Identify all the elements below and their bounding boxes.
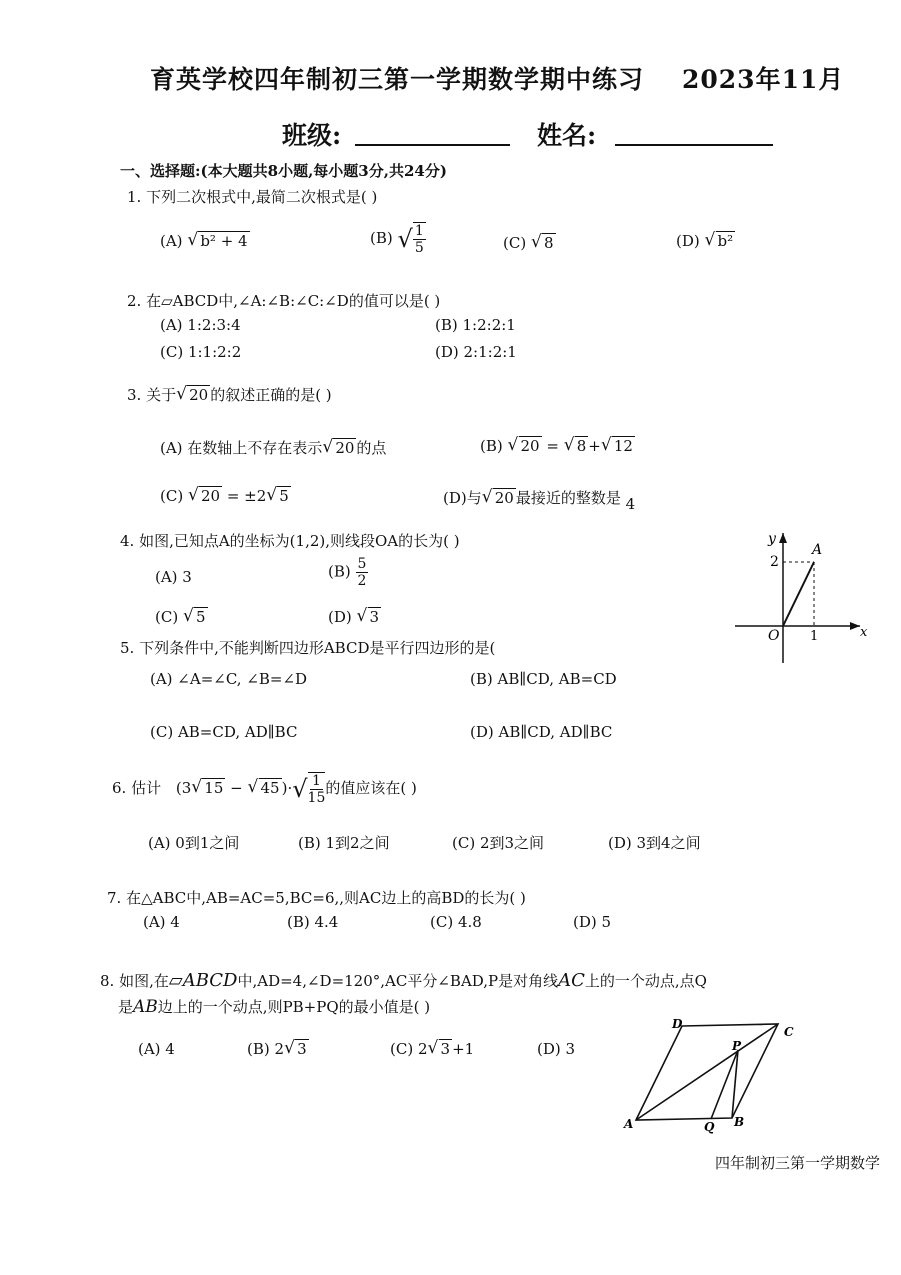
q8-option-d[interactable]: (D) 3 — [537, 1040, 576, 1058]
q4-option-d[interactable]: (D) √ 3 — [328, 608, 381, 626]
y-axis-arrow — [779, 533, 787, 543]
q1-b-numerator: 1 — [414, 223, 424, 239]
q1-option-b[interactable]: (B) √ $\frac{1}{5}$ — [370, 223, 424, 256]
y-label: y — [768, 531, 776, 547]
q1-option-c[interactable] — [503, 234, 556, 252]
q6-option-d[interactable]: (D) 3到4之间 — [608, 834, 701, 852]
question-6-stem: 6. 估计 (3√ 15 − √ 45 )·√ $\frac{1}{15}$ 的值应该在( ) — [112, 772, 417, 806]
tick-two-label: 2 — [770, 554, 779, 570]
vertex-c-label: C — [784, 1025, 794, 1039]
q5-option-c[interactable]: (C) AB=CD, AD∥BC — [150, 723, 298, 741]
q8-option-b[interactable]: (B) 2√ 3 — [247, 1040, 309, 1058]
q1-a-label: (A) — [160, 232, 183, 250]
q4-option-b[interactable]: (B) $\frac{5}{2}$ — [328, 556, 367, 589]
class-label: 班级: — [282, 121, 342, 150]
section-heading: 一、选择题:(本大题共8小题,每小题3分,共24分) — [120, 162, 447, 180]
q3-option-b[interactable]: (B) √ 20 = √ 8 +√ 12 — [480, 437, 635, 455]
vertex-a-label: A — [624, 1117, 634, 1131]
x-label: x — [860, 625, 868, 640]
q8-parallelogram-figure — [620, 1010, 810, 1135]
exam-date: 2023年11月 — [682, 65, 845, 94]
q6-option-b[interactable]: (B) 1到2之间 — [298, 834, 390, 852]
q6-option-c[interactable]: (C) 2到3之间 — [452, 834, 545, 852]
name-field[interactable] — [615, 122, 773, 146]
q7-option-c[interactable]: (C) 4.8 — [430, 913, 482, 931]
question-3-stem: 3. 关于√ 20 的叙述正确的是( ) — [127, 384, 332, 405]
q8-option-c[interactable]: (C) 2√ 3 +1 — [390, 1040, 474, 1058]
q7-option-d[interactable]: (D) 5 — [573, 913, 612, 931]
q3-option-c[interactable]: (C) √ 20 = ±2√ 5 — [160, 487, 291, 505]
q1-c-radical: √ 8 — [531, 234, 556, 252]
tick-one-label: 1 — [810, 629, 819, 644]
question-4-stem: 4. 如图,已知点A的坐标为(1,2),则线段OA的长为( ) — [120, 532, 460, 550]
q1-c-label: (C) — [503, 234, 527, 252]
q1-option-a[interactable] — [160, 232, 250, 250]
q1-b-label: (B) — [370, 229, 393, 247]
q5-option-a[interactable]: (A) ∠A=∠C, ∠B=∠D — [150, 670, 308, 688]
q4-option-c[interactable]: (C) √ 5 — [155, 608, 208, 626]
question-8-stem-line1: 8. 如图,在▱ABCD中,AD=4,∠D=120°,AC平分∠BAD,P是对角线AC上的一个动点,点Q — [100, 970, 707, 991]
q3-option-a[interactable]: (A) 在数轴上不存在表示√ 20 的点 — [160, 437, 386, 458]
q7-option-b[interactable]: (B) 4.4 — [287, 913, 339, 931]
footer-text: 四年制初三第一学期数学 — [715, 1154, 881, 1172]
q8-option-a[interactable]: (A) 4 — [138, 1040, 175, 1058]
q1-d-label: (D) — [676, 232, 700, 250]
q2-option-a[interactable]: (A) 1:2:3:4 — [160, 316, 241, 334]
q1-b-denominator: 5 — [414, 240, 424, 256]
q4-coordinate-figure — [730, 528, 870, 668]
class-field[interactable] — [355, 122, 510, 146]
name-label: 姓名: — [537, 121, 597, 150]
q1-option-d[interactable] — [676, 232, 735, 250]
vertex-d-label: D — [672, 1017, 683, 1031]
point-q-label: Q — [704, 1120, 715, 1134]
q4-option-a[interactable]: (A) 3 — [155, 568, 192, 586]
q1-a-radical: √ b² + 4 — [187, 232, 249, 250]
point-a-label: A — [812, 542, 823, 558]
point-p-label: P — [732, 1039, 742, 1053]
origin-label: O — [768, 628, 780, 644]
diagonal-ac — [636, 1024, 778, 1120]
q5-option-d[interactable]: (D) AB∥CD, AD∥BC — [470, 723, 613, 741]
q2-option-c[interactable]: (C) 1:1:2:2 — [160, 343, 242, 361]
question-5-stem: 5. 下列条件中,不能判断四边形ABCD是平行四边形的是( — [120, 639, 496, 657]
x-axis-arrow — [850, 622, 860, 630]
q5-option-b[interactable]: (B) AB∥CD, AB=CD — [470, 670, 617, 688]
q6-option-a[interactable]: (A) 0到1之间 — [148, 834, 240, 852]
question-7-stem: 7. 在△ABC中,AB=AC=5,BC=6,,则AC边上的高BD的长为( ) — [107, 889, 526, 907]
q7-option-a[interactable]: (A) 4 — [143, 913, 180, 931]
question-1-stem: 1. 下列二次根式中,最简二次根式是( ) — [127, 188, 378, 206]
segment-oa — [783, 562, 814, 626]
page-title: 育英学校四年制初三第一学期数学期中练习 — [150, 65, 645, 94]
q3-option-d[interactable]: (D)与√ 20 最接近的整数是 4 — [443, 487, 635, 508]
vertex-b-label: B — [734, 1115, 745, 1129]
q1-d-radical: √ b² — [705, 232, 736, 250]
q2-option-b[interactable]: (B) 1:2:2:1 — [435, 316, 516, 334]
question-8-stem-line2: 是AB边上的一个动点,则PB+PQ的最小值是( ) — [118, 997, 431, 1017]
question-2-stem: 2. 在▱ABCD中,∠A:∠B:∠C:∠D的值可以是( ) — [127, 292, 441, 310]
q2-option-d[interactable]: (D) 2:1:2:1 — [435, 343, 517, 361]
